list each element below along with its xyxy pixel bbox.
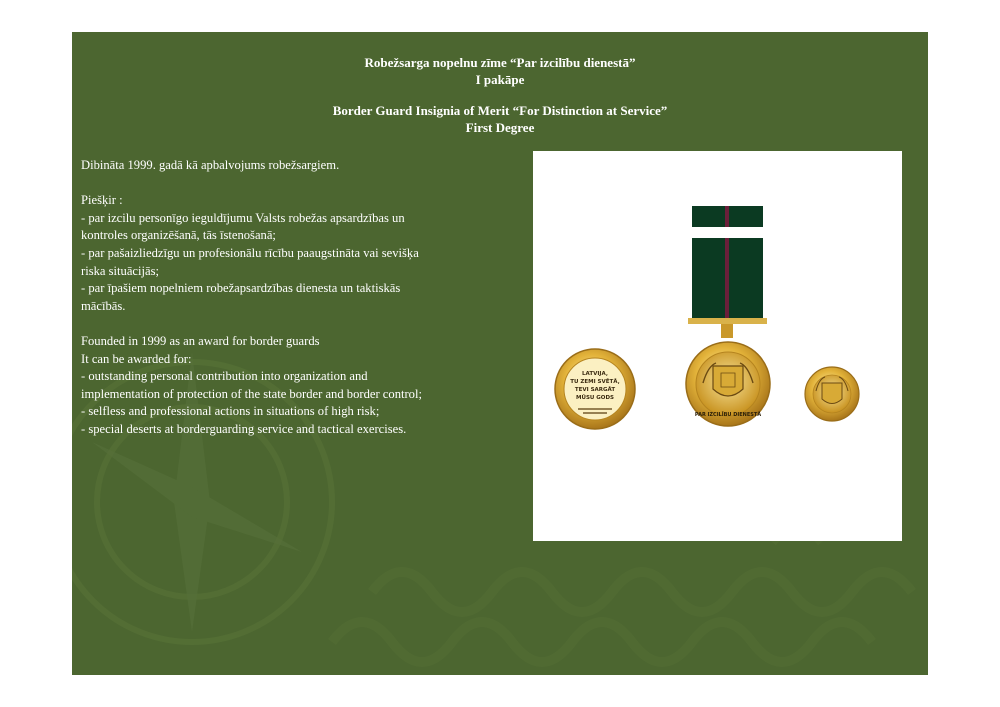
medal-ribbon bbox=[688, 238, 767, 338]
description-text bbox=[81, 157, 521, 439]
medal-obverse bbox=[686, 342, 770, 426]
text-line: Dibināta 1999. gadā kā apbalvojums robežsargiem. bbox=[81, 158, 340, 172]
text-line: Piešķir : bbox=[81, 193, 123, 208]
reverse-inscription-line: TU ZEMI SVĒTĀ, bbox=[570, 379, 620, 385]
text-line: It can be awarded for: bbox=[81, 351, 192, 366]
text-line: - par izcilu personīgo ieguldījumu Valsts robežas apsardzības un bbox=[81, 210, 405, 225]
obverse-inscription: PAR IZCILĪBU DIENESTĀ bbox=[694, 412, 762, 418]
text-line: mācībās. bbox=[81, 298, 126, 313]
text-line: kontroles organizēšanā, tās īstenošanā; bbox=[81, 228, 276, 243]
medal-miniature bbox=[805, 367, 859, 421]
reverse-inscription-line: TEVI SARGĀT bbox=[574, 387, 616, 393]
english-title-block bbox=[72, 102, 928, 136]
text-line: - outstanding personal contribution into organization and bbox=[81, 369, 368, 384]
english-degree: First Degree bbox=[465, 120, 535, 135]
medal-reverse bbox=[555, 349, 635, 429]
slide bbox=[72, 32, 928, 675]
text-line: - selfless and professional actions in situations of high risk; bbox=[81, 404, 380, 419]
reverse-inscription-line: MŪSU GODS bbox=[576, 395, 614, 401]
text-line: - par pašaizliedzīgu un profesionālu rīcību paaugstināta vai sevišķa bbox=[81, 245, 419, 260]
text-line: implementation of protection of the state border and border control; bbox=[81, 386, 422, 401]
latvian-degree: I pakāpe bbox=[475, 72, 525, 87]
medal-image-panel bbox=[533, 151, 902, 541]
latvian-title: Robežsarga nopelnu zīme “Par izcilību dienestā” bbox=[364, 55, 636, 70]
latvian-title-block bbox=[72, 54, 928, 88]
text-line: Founded in 1999 as an award for border guards bbox=[81, 333, 320, 348]
ribbon-bar bbox=[692, 206, 763, 227]
reverse-inscription-line: LATVIJA, bbox=[582, 371, 608, 377]
text-line: - par īpašiem nopelniem robežapsardzības dienesta un taktiskās bbox=[81, 281, 401, 296]
english-title: Border Guard Insignia of Merit “For Distinction at Service” bbox=[332, 103, 668, 118]
text-line: riska situācijās; bbox=[81, 263, 159, 278]
medal-illustration bbox=[533, 151, 902, 541]
text-line: - special deserts at borderguarding service and tactical exercises. bbox=[81, 421, 407, 436]
